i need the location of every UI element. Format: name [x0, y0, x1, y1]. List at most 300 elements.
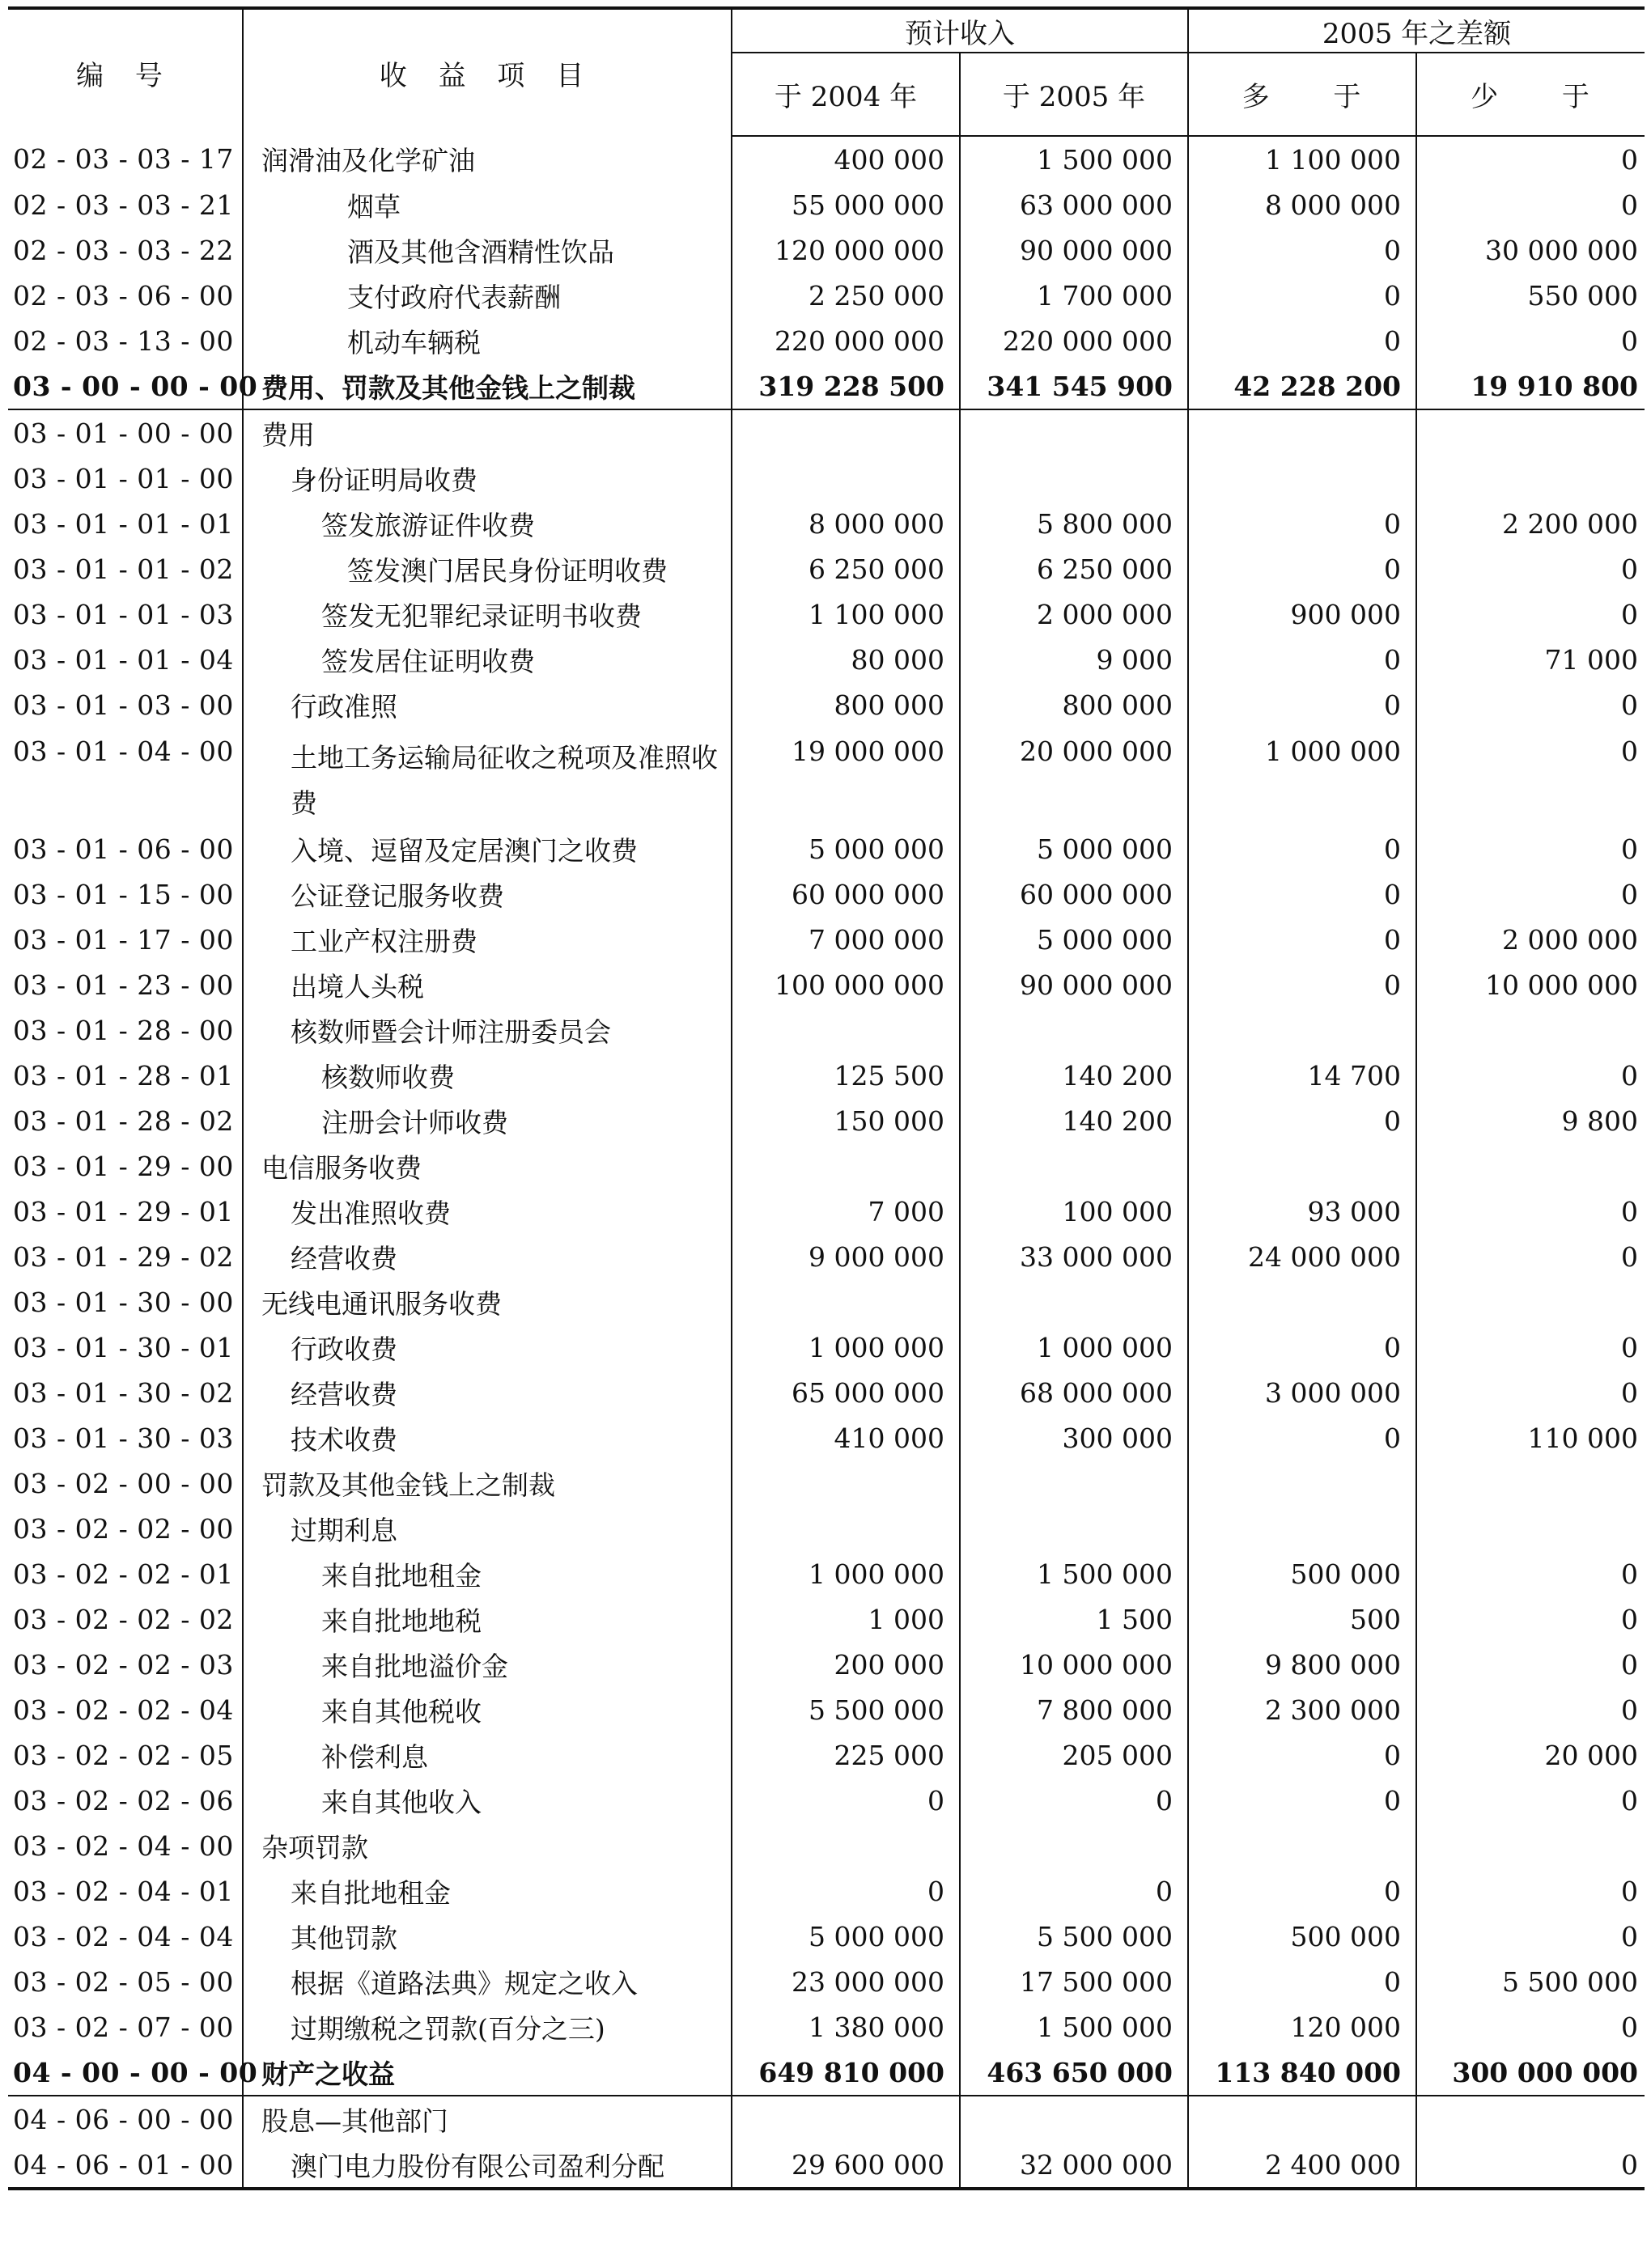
table-row — [8, 363, 1645, 409]
row-2004: 7 000 000 — [732, 917, 960, 962]
row-2004: 19 000 000 — [732, 727, 960, 826]
row-more: 900 000 — [1188, 591, 1416, 637]
row-2004: 6 250 000 — [732, 546, 960, 591]
header-item-label: 收 益 项 目 — [379, 59, 596, 92]
row-code: 03 - 00 - 00 - 00 — [8, 363, 243, 409]
row-2005: 800 000 — [960, 682, 1188, 727]
table-row — [8, 1596, 1645, 1642]
row-item: 发出准照收费 — [243, 1189, 732, 1234]
row-code: 03 - 02 - 02 - 02 — [13, 1603, 234, 1635]
row-2004: 1 000 000 — [732, 1551, 960, 1596]
row-2004: 649 810 000 — [732, 2050, 960, 2096]
row-code: 03 - 01 - 29 - 00 — [13, 1150, 234, 1182]
row-item: 股息—其他部门 — [243, 2096, 732, 2142]
table-row — [8, 456, 1645, 501]
row-2004: 120 000 000 — [732, 227, 960, 273]
row-code: 03 - 01 - 28 - 01 — [13, 1059, 234, 1092]
row-2005: 205 000 — [960, 1732, 1188, 1778]
table-row — [8, 871, 1645, 917]
row-more: 2 400 000 — [1188, 2142, 1416, 2189]
row-2005: 32 000 000 — [960, 2142, 1188, 2189]
row-2004: 220 000 000 — [732, 318, 960, 363]
table-row — [8, 409, 1645, 456]
row-2005 — [960, 1506, 1188, 1551]
table-row — [8, 2004, 1645, 2050]
row-code: 03 - 01 - 06 - 00 — [13, 833, 234, 865]
row-2005 — [960, 1460, 1188, 1506]
row-2005: 6 250 000 — [960, 546, 1188, 591]
row-less: 300 000 000 — [1416, 2050, 1645, 2096]
row-less: 0 — [1416, 682, 1645, 727]
row-2004: 23 000 000 — [732, 1959, 960, 2004]
row-more: 0 — [1188, 273, 1416, 318]
table-row — [8, 1007, 1645, 1053]
row-more: 0 — [1188, 546, 1416, 591]
row-2005: 140 200 — [960, 1098, 1188, 1143]
row-less — [1416, 1007, 1645, 1053]
row-code: 03 - 01 - 23 - 00 — [13, 969, 234, 1001]
row-2004: 9 000 000 — [732, 1234, 960, 1279]
row-item: 注册会计师收费 — [243, 1098, 732, 1143]
row-2005: 140 200 — [960, 1053, 1188, 1098]
row-less: 10 000 000 — [1416, 962, 1645, 1007]
row-code: 03 - 01 - 30 - 03 — [13, 1422, 234, 1454]
row-less: 2 200 000 — [1416, 501, 1645, 546]
table-row — [8, 1732, 1645, 1778]
row-more: 0 — [1188, 227, 1416, 273]
row-less: 20 000 — [1416, 1732, 1645, 1778]
row-code: 03 - 01 - 30 - 02 — [13, 1376, 234, 1409]
row-less: 2 000 000 — [1416, 917, 1645, 962]
row-2005 — [960, 409, 1188, 456]
row-more: 0 — [1188, 1868, 1416, 1914]
row-2004 — [732, 1279, 960, 1325]
table-row — [8, 591, 1645, 637]
table-row — [8, 1506, 1645, 1551]
row-2004: 225 000 — [732, 1732, 960, 1778]
row-2005: 90 000 000 — [960, 962, 1188, 1007]
table-row — [8, 2142, 1645, 2189]
row-code: 03 - 01 - 03 - 00 — [13, 689, 234, 721]
row-code: 03 - 02 - 07 - 00 — [13, 2011, 234, 2043]
table-row — [8, 1551, 1645, 1596]
row-item: 来自批地地税 — [243, 1596, 732, 1642]
row-2004 — [732, 1143, 960, 1189]
table-row — [8, 682, 1645, 727]
table-body — [8, 136, 1645, 2189]
row-item: 来自批地租金 — [243, 1551, 732, 1596]
row-less: 0 — [1416, 1325, 1645, 1370]
row-2005: 60 000 000 — [960, 871, 1188, 917]
row-2005: 5 800 000 — [960, 501, 1188, 546]
row-code: 03 - 01 - 04 - 00 — [13, 736, 234, 767]
row-2005: 2 000 000 — [960, 591, 1188, 637]
row-2005: 5 500 000 — [960, 1914, 1188, 1959]
row-less: 0 — [1416, 546, 1645, 591]
row-item: 经营收费 — [243, 1370, 732, 1415]
row-less: 0 — [1416, 1189, 1645, 1234]
row-less: 0 — [1416, 591, 1645, 637]
row-code: 04 - 00 - 00 - 00 — [8, 2050, 243, 2096]
row-less — [1416, 1506, 1645, 1551]
row-2004: 1 000 — [732, 1596, 960, 1642]
row-2004 — [732, 409, 960, 456]
row-less — [1416, 1460, 1645, 1506]
row-2005: 7 800 000 — [960, 1687, 1188, 1732]
row-2004: 7 000 — [732, 1189, 960, 1234]
row-item: 酒及其他含酒精性饮品 — [243, 227, 732, 273]
header-less-label: 少 于 — [1471, 81, 1591, 113]
row-item: 澳门电力股份有限公司盈利分配 — [243, 2142, 732, 2189]
row-item: 费用 — [243, 409, 732, 456]
row-less — [1416, 456, 1645, 501]
row-2004: 80 000 — [732, 637, 960, 682]
row-code: 03 - 01 - 29 - 02 — [13, 1240, 234, 1273]
table-row — [8, 1823, 1645, 1868]
row-item: 行政收费 — [243, 1325, 732, 1370]
row-less: 0 — [1416, 1234, 1645, 1279]
row-less — [1416, 1279, 1645, 1325]
row-2005: 20 000 000 — [960, 727, 1188, 826]
row-2005 — [960, 1823, 1188, 1868]
row-less: 0 — [1416, 1596, 1645, 1642]
table-row — [8, 1959, 1645, 2004]
row-code: 03 - 02 - 02 - 04 — [13, 1694, 234, 1726]
row-2004: 800 000 — [732, 682, 960, 727]
row-2005: 68 000 000 — [960, 1370, 1188, 1415]
row-item: 财产之收益 — [243, 2050, 732, 2096]
row-2005: 10 000 000 — [960, 1642, 1188, 1687]
row-more: 0 — [1188, 1415, 1416, 1460]
row-2004: 5 000 000 — [732, 826, 960, 871]
row-code: 03 - 02 - 02 - 06 — [13, 1784, 234, 1817]
table-row — [8, 1234, 1645, 1279]
row-2004: 200 000 — [732, 1642, 960, 1687]
table-row — [8, 318, 1645, 363]
row-item: 签发居住证明收费 — [243, 637, 732, 682]
row-more: 0 — [1188, 501, 1416, 546]
row-code: 03 - 02 - 02 - 05 — [13, 1739, 234, 1771]
row-more: 0 — [1188, 1778, 1416, 1823]
row-code: 03 - 01 - 28 - 00 — [13, 1014, 234, 1046]
header-code-label: 编 号 — [76, 59, 174, 92]
row-item: 签发澳门居民身份证明收费 — [243, 546, 732, 591]
row-item: 其他罚款 — [243, 1914, 732, 1959]
row-code: 03 - 02 - 00 - 00 — [13, 1467, 234, 1499]
row-less: 0 — [1416, 826, 1645, 871]
row-2005: 1 500 — [960, 1596, 1188, 1642]
row-2004: 100 000 000 — [732, 962, 960, 1007]
row-code: 04 - 06 - 01 - 00 — [8, 2142, 243, 2189]
table-header — [8, 8, 1645, 136]
row-more — [1188, 1279, 1416, 1325]
row-2004 — [732, 1007, 960, 1053]
row-code: 03 - 02 - 02 - 01 — [13, 1558, 234, 1590]
row-more: 0 — [1188, 318, 1416, 363]
table-row — [8, 727, 1645, 826]
row-less — [1416, 1823, 1645, 1868]
row-item: 根据《道路法典》规定之收入 — [243, 1959, 732, 2004]
row-code: 02 - 03 - 03 - 17 — [13, 143, 234, 175]
header-less — [1416, 53, 1645, 136]
header-more — [1188, 53, 1416, 136]
row-more: 0 — [1188, 1732, 1416, 1778]
row-more: 8 000 000 — [1188, 182, 1416, 227]
row-item: 签发无犯罪纪录证明书收费 — [243, 591, 732, 637]
table-row — [8, 1460, 1645, 1506]
row-2005: 463 650 000 — [960, 2050, 1188, 2096]
row-less: 0 — [1416, 1053, 1645, 1098]
row-code: 03 - 02 - 04 - 04 — [13, 1920, 234, 1952]
row-item: 电信服务收费 — [243, 1143, 732, 1189]
row-item: 补偿利息 — [243, 1732, 732, 1778]
row-item: 经营收费 — [243, 1234, 732, 1279]
row-more: 0 — [1188, 826, 1416, 871]
row-more — [1188, 1007, 1416, 1053]
row-item: 烟草 — [243, 182, 732, 227]
row-2005: 5 000 000 — [960, 826, 1188, 871]
table-row — [8, 826, 1645, 871]
row-item: 无线电通讯服务收费 — [243, 1279, 732, 1325]
row-2005: 1 500 000 — [960, 1551, 1188, 1596]
row-item: 过期缴税之罚款(百分之三) — [243, 2004, 732, 2050]
row-less: 19 910 800 — [1416, 363, 1645, 409]
row-item: 土地工务运输局征收之税项及准照收费 — [243, 727, 732, 826]
row-2005: 0 — [960, 1778, 1188, 1823]
row-item: 核数师收费 — [243, 1053, 732, 1098]
table-row — [8, 1687, 1645, 1732]
row-2004: 0 — [732, 1778, 960, 1823]
row-2005: 90 000 000 — [960, 227, 1188, 273]
row-less: 0 — [1416, 136, 1645, 182]
row-2004: 319 228 500 — [732, 363, 960, 409]
table-row — [8, 1914, 1645, 1959]
row-2004 — [732, 2096, 960, 2142]
row-more: 500 000 — [1188, 1551, 1416, 1596]
table-row — [8, 136, 1645, 182]
row-code: 03 - 01 - 15 - 00 — [13, 878, 234, 910]
table-row — [8, 182, 1645, 227]
table-row — [8, 962, 1645, 1007]
table-row — [8, 1642, 1645, 1687]
table-row — [8, 917, 1645, 962]
row-less: 0 — [1416, 1551, 1645, 1596]
row-code: 02 - 03 - 06 - 00 — [13, 279, 234, 312]
row-2005: 1 700 000 — [960, 273, 1188, 318]
row-2004: 8 000 000 — [732, 501, 960, 546]
table-row — [8, 1325, 1645, 1370]
table-row — [8, 1143, 1645, 1189]
row-item: 签发旅游证件收费 — [243, 501, 732, 546]
row-less: 0 — [1416, 318, 1645, 363]
row-2004: 5 500 000 — [732, 1687, 960, 1732]
row-code: 03 - 01 - 01 - 04 — [13, 643, 234, 676]
row-item: 身份证明局收费 — [243, 456, 732, 501]
row-less: 550 000 — [1416, 273, 1645, 318]
row-code: 02 - 03 - 03 - 22 — [13, 234, 234, 266]
row-less: 0 — [1416, 727, 1645, 826]
row-item: 来自其他税收 — [243, 1687, 732, 1732]
table-row — [8, 1370, 1645, 1415]
row-code: 03 - 01 - 01 - 00 — [13, 462, 234, 494]
table-row — [8, 1279, 1645, 1325]
row-item: 技术收费 — [243, 1415, 732, 1460]
row-more: 120 000 — [1188, 2004, 1416, 2050]
header-estimate-group: 预计收入 — [732, 8, 1188, 53]
row-code: 03 - 01 - 28 - 02 — [13, 1104, 234, 1137]
row-2004 — [732, 1506, 960, 1551]
row-more — [1188, 1143, 1416, 1189]
row-2004 — [732, 1823, 960, 1868]
row-2005: 220 000 000 — [960, 318, 1188, 363]
row-more: 1 000 000 — [1188, 727, 1416, 826]
row-item: 公证登记服务收费 — [243, 871, 732, 917]
row-2004: 29 600 000 — [732, 2142, 960, 2189]
revenue-table — [8, 6, 1645, 2190]
row-less: 0 — [1416, 2142, 1645, 2189]
row-code: 04 - 06 - 00 - 00 — [13, 2103, 234, 2135]
row-more: 14 700 — [1188, 1053, 1416, 1098]
row-less — [1416, 2096, 1645, 2142]
row-less: 30 000 000 — [1416, 227, 1645, 273]
row-more: 24 000 000 — [1188, 1234, 1416, 1279]
row-code: 03 - 02 - 04 - 00 — [13, 1829, 234, 1862]
row-2004: 0 — [732, 1868, 960, 1914]
row-item: 工业产权注册费 — [243, 917, 732, 962]
row-more: 0 — [1188, 1325, 1416, 1370]
row-2004: 1 100 000 — [732, 591, 960, 637]
row-more — [1188, 1506, 1416, 1551]
row-2005: 1 500 000 — [960, 2004, 1188, 2050]
row-less: 9 800 — [1416, 1098, 1645, 1143]
row-2004: 2 250 000 — [732, 273, 960, 318]
row-less: 5 500 000 — [1416, 1959, 1645, 2004]
table-row — [8, 637, 1645, 682]
row-2004: 60 000 000 — [732, 871, 960, 917]
table-row — [8, 2050, 1645, 2096]
table-row — [8, 227, 1645, 273]
row-code: 03 - 01 - 00 - 00 — [13, 417, 234, 449]
row-item: 费用、罚款及其他金钱上之制裁 — [243, 363, 732, 409]
row-code: 03 - 02 - 02 - 03 — [13, 1648, 234, 1681]
row-2005: 300 000 — [960, 1415, 1188, 1460]
row-2005: 63 000 000 — [960, 182, 1188, 227]
row-more — [1188, 1823, 1416, 1868]
row-code: 03 - 01 - 30 - 00 — [13, 1286, 234, 1318]
row-more — [1188, 2096, 1416, 2142]
budget-document — [8, 6, 1645, 2261]
row-code: 03 - 01 - 01 - 01 — [13, 507, 234, 540]
row-item: 杂项罚款 — [243, 1823, 732, 1868]
row-2004: 410 000 — [732, 1415, 960, 1460]
row-more: 500 — [1188, 1596, 1416, 1642]
row-2005: 1 000 000 — [960, 1325, 1188, 1370]
row-2005 — [960, 1143, 1188, 1189]
row-code: 02 - 03 - 03 - 21 — [13, 189, 234, 221]
row-item: 来自批地溢价金 — [243, 1642, 732, 1687]
row-2005 — [960, 1279, 1188, 1325]
row-code: 03 - 02 - 02 - 00 — [13, 1512, 234, 1545]
row-more — [1188, 409, 1416, 456]
row-code: 03 - 01 - 29 - 01 — [13, 1195, 234, 1227]
row-2004: 125 500 — [732, 1053, 960, 1098]
row-item: 过期利息 — [243, 1506, 732, 1551]
row-code: 03 - 01 - 01 - 03 — [13, 598, 234, 630]
row-2005: 341 545 900 — [960, 363, 1188, 409]
row-2005: 5 000 000 — [960, 917, 1188, 962]
row-2005 — [960, 1007, 1188, 1053]
row-2004: 65 000 000 — [732, 1370, 960, 1415]
row-more: 500 000 — [1188, 1914, 1416, 1959]
row-more: 0 — [1188, 637, 1416, 682]
row-2005: 17 500 000 — [960, 1959, 1188, 2004]
row-less: 0 — [1416, 1868, 1645, 1914]
row-more: 2 300 000 — [1188, 1687, 1416, 1732]
row-item: 罚款及其他金钱上之制裁 — [243, 1460, 732, 1506]
row-2004: 1 380 000 — [732, 2004, 960, 2050]
row-2005: 9 000 — [960, 637, 1188, 682]
row-more: 0 — [1188, 962, 1416, 1007]
row-more: 0 — [1188, 917, 1416, 962]
row-less: 71 000 — [1416, 637, 1645, 682]
row-less: 0 — [1416, 871, 1645, 917]
row-more: 0 — [1188, 682, 1416, 727]
row-2004: 1 000 000 — [732, 1325, 960, 1370]
row-2004 — [732, 1460, 960, 1506]
row-more: 0 — [1188, 871, 1416, 917]
row-less: 110 000 — [1416, 1415, 1645, 1460]
row-item: 机动车辆税 — [243, 318, 732, 363]
row-item: 出境人头税 — [243, 962, 732, 1007]
row-less: 0 — [1416, 1370, 1645, 1415]
row-2004: 150 000 — [732, 1098, 960, 1143]
table-row — [8, 1868, 1645, 1914]
table-row — [8, 1415, 1645, 1460]
row-less: 0 — [1416, 2004, 1645, 2050]
header-more-label: 多 于 — [1241, 81, 1363, 113]
row-code: 03 - 01 - 17 - 00 — [13, 923, 234, 956]
row-more — [1188, 1460, 1416, 1506]
row-more: 113 840 000 — [1188, 2050, 1416, 2096]
row-item: 润滑油及化学矿油 — [243, 136, 732, 182]
table-row — [8, 1098, 1645, 1143]
row-2004 — [732, 456, 960, 501]
row-2005: 33 000 000 — [960, 1234, 1188, 1279]
row-2004: 5 000 000 — [732, 1914, 960, 1959]
row-less: 0 — [1416, 1687, 1645, 1732]
table-row — [8, 2096, 1645, 2142]
row-more: 93 000 — [1188, 1189, 1416, 1234]
row-item: 核数师暨会计师注册委员会 — [243, 1007, 732, 1053]
row-more: 0 — [1188, 1098, 1416, 1143]
row-code: 03 - 02 - 05 - 00 — [13, 1965, 234, 1998]
row-more: 42 228 200 — [1188, 363, 1416, 409]
row-item: 入境、逗留及定居澳门之收费 — [243, 826, 732, 871]
row-more: 9 800 000 — [1188, 1642, 1416, 1687]
row-more — [1188, 456, 1416, 501]
row-less — [1416, 409, 1645, 456]
row-more: 3 000 000 — [1188, 1370, 1416, 1415]
row-more: 1 100 000 — [1188, 136, 1416, 182]
row-2005 — [960, 456, 1188, 501]
row-less: 0 — [1416, 1914, 1645, 1959]
row-less: 0 — [1416, 1642, 1645, 1687]
table-row — [8, 546, 1645, 591]
row-item: 来自其他收入 — [243, 1778, 732, 1823]
row-2004: 55 000 000 — [732, 182, 960, 227]
row-2005 — [960, 2096, 1188, 2142]
table-row — [8, 1189, 1645, 1234]
